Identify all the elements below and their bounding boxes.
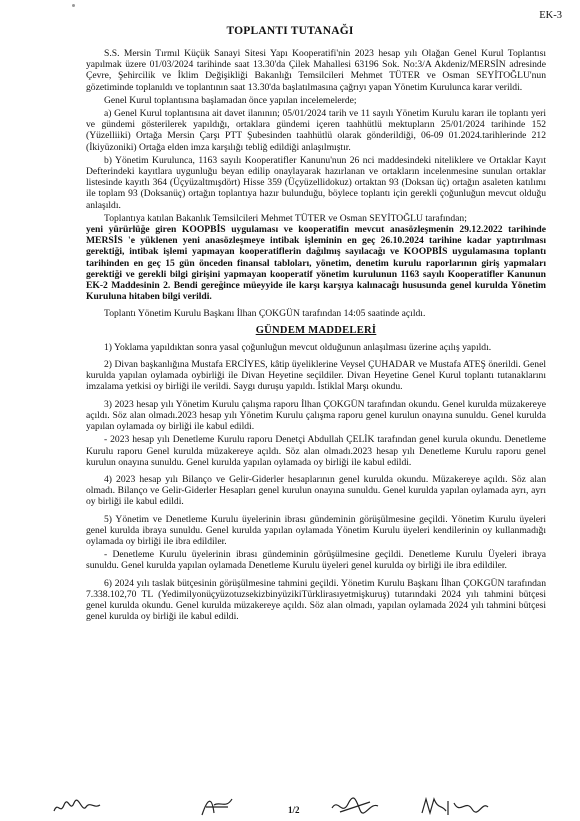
ministry-intro: Toplantıya katılan Bakanlık Temsilcileri Mehmet TÜTER ve Osman SEYİTOĞLU tarafından; (104, 212, 467, 224)
signature-3 (330, 796, 380, 818)
agenda-item: 1) Yoklama yapıldıktan sonra yasal çoğunluğun mevcut olduğunun anlaşılması üzerine açılış yapıldı. (104, 341, 492, 353)
scan-speck (72, 4, 75, 7)
agenda-item: 3) 2023 hesap yılı Yönetim Kurulu çalışma raporu İlhan ÇOKGÜN tarafından okundu. Genel kurulda müzakereye açıldı. Söz alan olmadı.2023 hesap yılı Yönetim Kurulu çalışma raporu genel kurulun onayına sunuldu. Genel kurulda yapılan oylamada oy birliği ile kabul edildi. (86, 398, 546, 433)
signature-1 (52, 797, 102, 817)
document-title: TOPLANTI TUTANAĞI (226, 25, 354, 37)
signature-4 (420, 795, 490, 819)
item-b-paragraph: b) Yönetim Kurulunca, 1163 sayılı Kooperatifler Kanunu'nun 26 nci maddesindeki niteliklere ve Ortaklar Kayıt Defterindeki kayıtlara uygunluğu beyan edilip onaylayarak hazırlanan ve ortakların incelenmesine sunulan ortaklar listesinde kayıtlı 364 (Üçyüzaltmışdört) Hisse 359 (Üçyüzellidokuz) ortaktan 93 (Doksan üç) ortağın asaleten katılımı ile toplam 93 (Doksanüç) ortağın toplantıya hazır bulunduğu, böylece toplantı için gerekli çoğunluğun mevcut olduğu anlaşıldı. (86, 154, 546, 211)
agenda-item: 5) Yönetim ve Denetleme Kurulu üyelerinin ibrası gündeminin görüşülmesine geçildi. Yönetim Kurulu üyeleri genel kurulda ibraya sunuldu. Genel kurulda yapılan oylamada Yönetim Kurulu üyeleri kendilerinin oy kullanmadığı oylamada oy birliği ile ibra edildiler. (86, 513, 546, 547)
signature-footer (0, 793, 580, 821)
ministry-notice: yeni yürürlüğe giren KOOPBİS uygulaması ve kooperatifin mevcut anasözleşmenin 29.12.2022 tarihinde MERSİS 'e yüklenen yeni anasözleşmeye intibak işleminin en geç 26.10.2024 tarihine kadar yaptırılması gerektiği, intibak işlemi yapmayan kooperatiflerin dağılmış sayılacağı ve KOOPBİS uygulamasına toplantı tarihinden en geç 15 gün önceden finansal tabloları, yönetim, denetim kurulu raporlarının giriş yapmaları gerektiği ve gerekli bilgi girişini yapmayan kooperatif yönetim kurulunun 1163 sayılı Kooperatifler Kanunun EK-2 Maddesinin 2. Bendi gereğince müeyyide ile karşı karşıya kalınacağı hususunda genel kurulda Yönetim Kuruluna hitaben bilgi verildi. (86, 224, 546, 303)
annex-label: EK-3 (539, 10, 562, 21)
pre-review-paragraph: Genel Kurul toplantısına başlamadan önce yapılan incelemelerde; (104, 94, 357, 106)
agenda-title: GÜNDEM MADDELERİ (255, 324, 377, 336)
signature-2 (198, 795, 238, 819)
item-a-paragraph: a) Genel Kurul toplantısına ait davet ilanının; 05/01/2024 tarih ve 11 sayılı Yönetim Kurulu kararı ile toplantı yeri ve gündemi gösterilerek yapıldığı, ortaklara gündemi içeren taahhütlü mektupların 25/01/2024 tarihinde 152 (Yüzelliiki) Ortağa Mersin Çarşı PTT Şubesinden taahhütlü olarak gönderildiği, 06-09 01.2024.tarihlerinde 212 (İkiyüzoniki) Ortağa elden imza karşılığı tebliğ edildiği anlaşılmıştır. (86, 108, 546, 153)
agenda-item: 6) 2024 yılı taslak bütçesinin görüşülmesine tahmini geçildi. Yönetim Kurulu Başkanı İlhan ÇOKGÜN tarafından 7.338.102,70 TL (YedimilyonüçyüzotuzsekizbinyüzikiTürklirasıyetmişkuruş) tutarındaki 2024 yılı tahmini bütçesi genel kurulda okundu. Genel kurulda müzakereye açıldı. Söz alan olmadı, yapılan oylamada 2024 yılı tahmini bütçesi genel kurulda oy birliği ile kabul edildi. (86, 577, 546, 623)
agenda-item: 4) 2023 hesap yılı Bilanço ve Gelir-Giderler hesaplarının genel kurulda okundu. Müzakereye açıldı. Söz alan olmadı. Bilanço ve Gelir-Giderler Hesapları genel kurulun onayına sunuldu. Genel kurulda yapılan oylamada ayrı, ayrı oy birliği ile kabul edildi. (86, 473, 546, 508)
agenda-item: - Denetleme Kurulu üyelerinin ibrası gündeminin görüşülmesine geçildi. Denetleme Kurulu Üyeleri ibraya sunuldu. Genel kurulda yapılan oylamada Denetleme Kurulu üyeleri genel kurulda oy birliği ile ibra edildiler. (86, 549, 546, 572)
intro-paragraph: S.S. Mersin Tırmıl Küçük Sanayi Sitesi Yapı Kooperatifi'nin 2023 hesap yılı Olağan Genel Kurul Toplantısı yapılmak üzere 01/03/2024 tarihinde saat 13.30'da Çilek Mahallesi 63196 Sok. No:3/A Akdeniz/MERSİN adresinde Çevre, Şehircilik ve İklim Değişikliği Bakanlığı Temsilcileri Mehmet TÜTER ve Osman SEYİTOĞLU'nun gözetiminde toplanıldı ve toplantının saat 13.30'da başlatılmasına çağrıyı yapan Yönetim Kurulunca karar verildi. (86, 48, 546, 93)
agenda-item: - 2023 hesap yılı Denetleme Kurulu raporu Denetçi Abdullah ÇELİK tarafından genel kurula okundu. Denetleme Kurulu raporu Genel kurulda müzakereye açıldı. Söz alan olmadı.2023 hesap yılı Denetleme Kurulu raporu genel kurulun onayına sunuldu. Genel kurulda yapılan oylamada oy birliği ile kabul edildi. (86, 434, 546, 468)
agenda-item: 2) Divan başkanlığına Mustafa ERCİYES, kâtip üyeliklerine Veysel ÇUHADAR ve Mustafa ATEŞ önerildi. Genel kurulda yapılan oylamada oybirliği ile Divan Heyetine seçildiler. Divan Heyetine Genel Kurul toplantı tutanaklarını imzalama yetkisi oy birliği ile verildi. Saygı duruşu yapıldı. İstiklal Marşı okundu. (86, 359, 546, 393)
page-number: 1/2 (288, 805, 300, 815)
opening-paragraph: Toplantı Yönetim Kurulu Başkanı İlhan ÇOKGÜN tarafından 14:05 saatinde açıldı. (104, 308, 426, 320)
document-body (86, 48, 546, 622)
